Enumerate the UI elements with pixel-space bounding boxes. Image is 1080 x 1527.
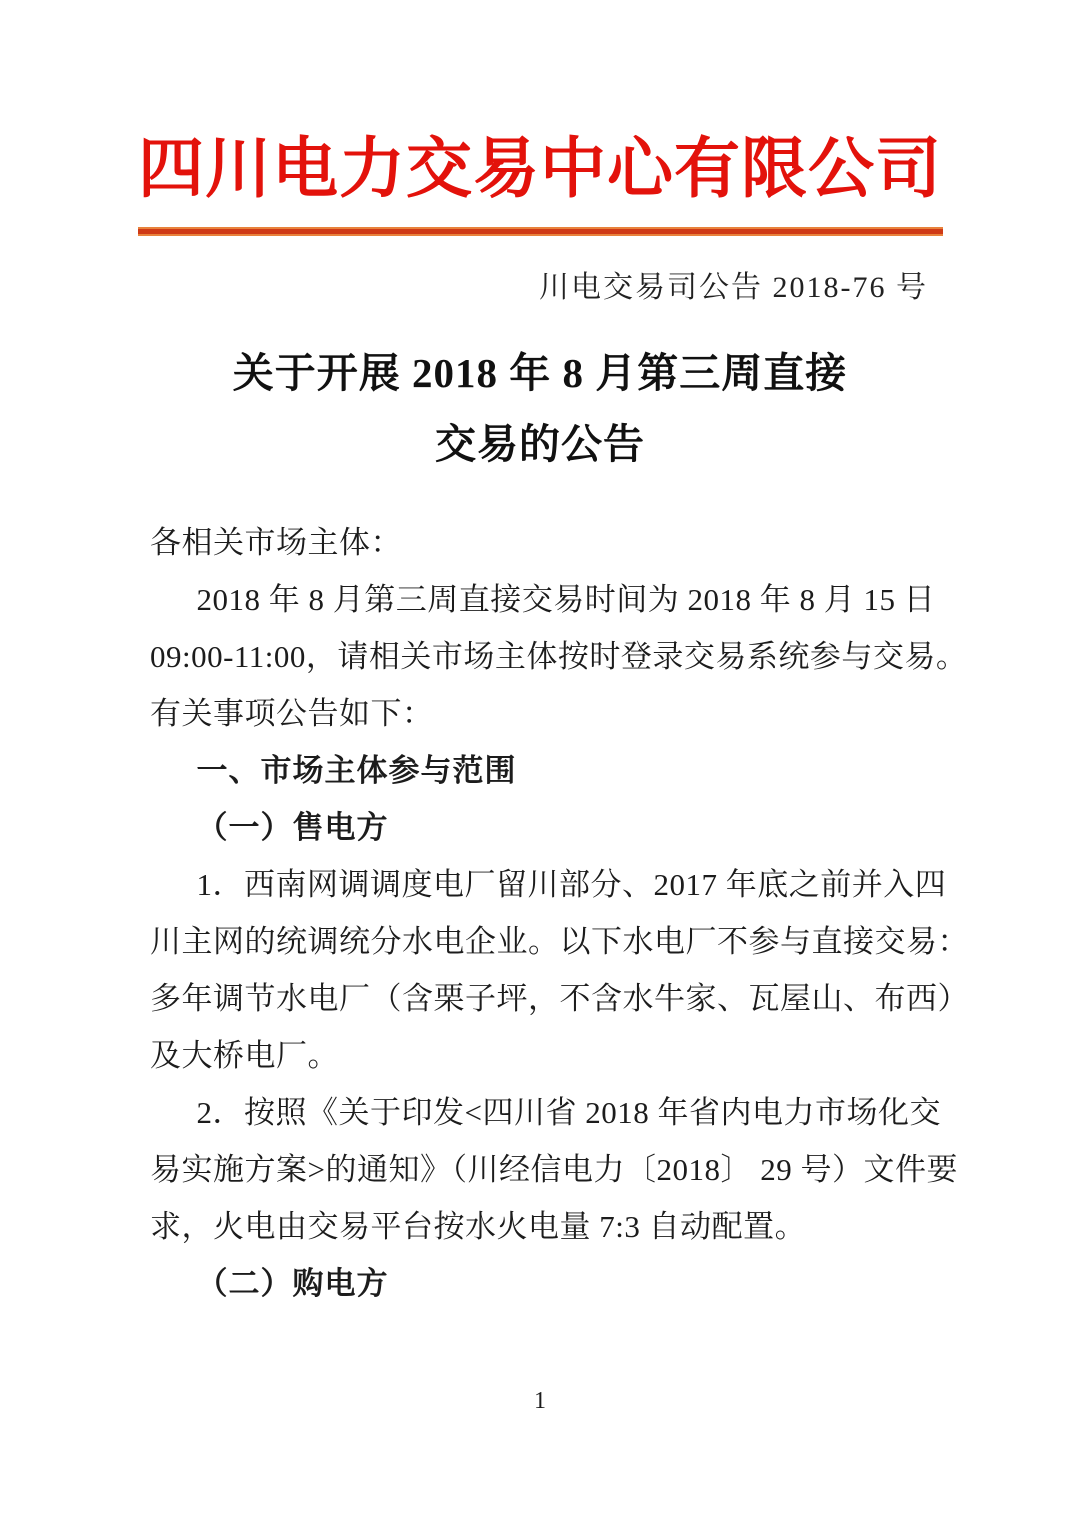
body-line: 09:00-11:00，请相关市场主体按时登录交易系统参与交易。 bbox=[150, 639, 968, 675]
body-line: 易实施方案>的通知》（川经信电力〔2018〕 29 号）文件要 bbox=[150, 1152, 958, 1188]
body-line: （二）购电方 bbox=[196, 1266, 389, 1302]
body-line: 2018 年 8 月第三周直接交易时间为 2018 年 8 月 15 日 bbox=[196, 582, 936, 618]
page-number: 1 bbox=[534, 1388, 546, 1414]
company-masthead: 四川电力交易中心有限公司 bbox=[138, 133, 942, 206]
body-line: 有关事项公告如下： bbox=[150, 696, 434, 732]
masthead-rule bbox=[138, 227, 943, 236]
document-title-line1: 关于开展 2018 年 8 月第三周直接 bbox=[232, 350, 848, 397]
document-title bbox=[0, 338, 1080, 480]
body-line: 1．西南网调调度电厂留川部分、2017 年底之前并入四 bbox=[196, 867, 947, 903]
body-line: （一）售电方 bbox=[196, 810, 389, 846]
document-body bbox=[0, 514, 1080, 1312]
body-line: 多年调节水电厂（含栗子坪，不含水牛家、瓦屋山、布西） bbox=[150, 981, 969, 1017]
body-line: 2．按照《关于印发<四川省 2018 年省内电力市场化交 bbox=[196, 1095, 941, 1131]
doc-number: 川电交易司公告 2018-76 号 bbox=[539, 271, 928, 305]
body-line: 一、市场主体参与范围 bbox=[196, 753, 517, 789]
body-line: 求，火电由交易平台按水火电量 7:3 自动配置。 bbox=[150, 1209, 807, 1245]
body-line: 各相关市场主体： bbox=[150, 525, 402, 561]
body-line: 及大桥电厂。 bbox=[150, 1038, 339, 1074]
body-line: 川主网的统调统分水电企业。以下水电厂不参与直接交易： bbox=[150, 924, 969, 960]
document-title-line2: 交易的公告 bbox=[435, 421, 645, 468]
